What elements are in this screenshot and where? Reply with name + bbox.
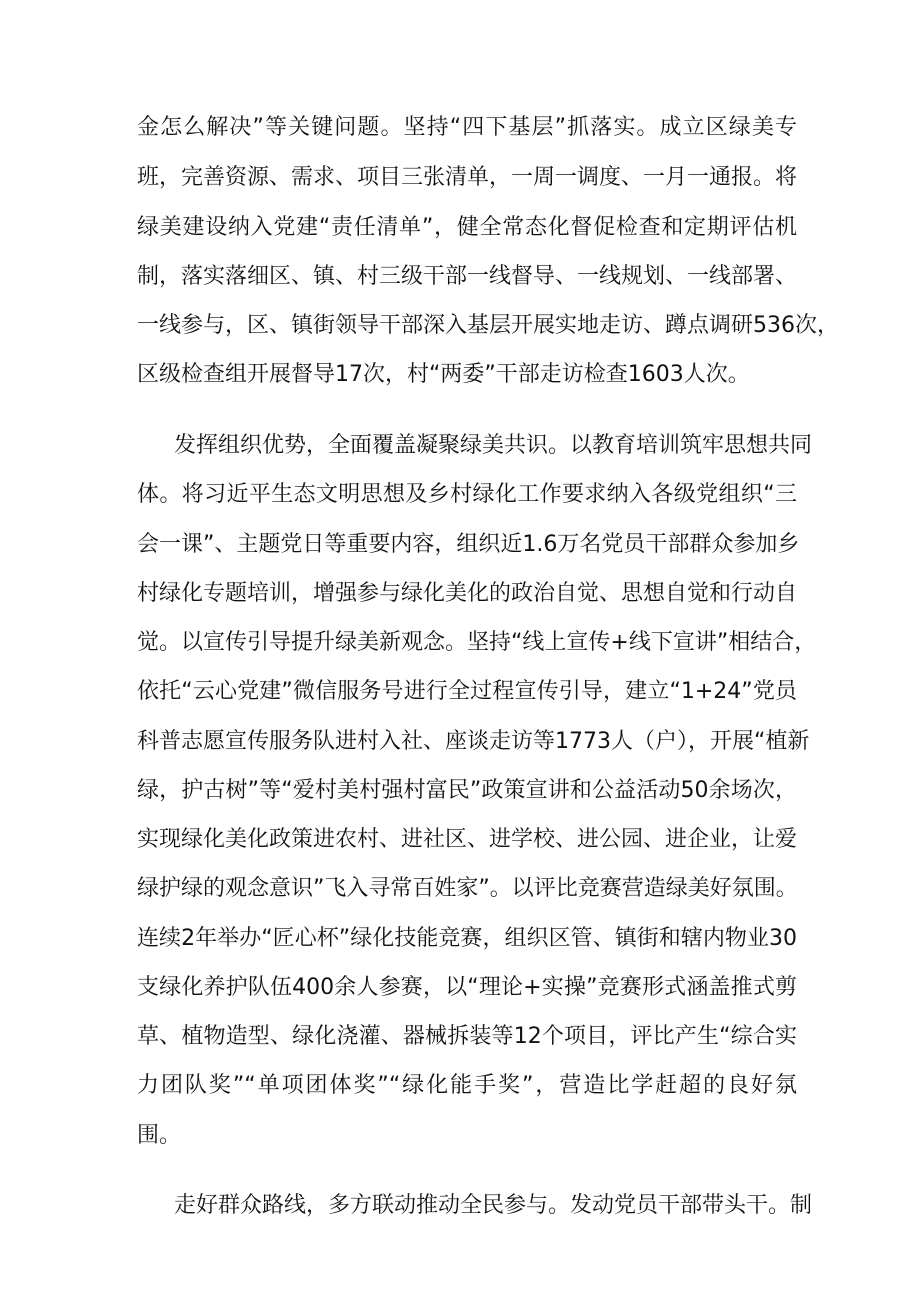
text-line: 草、植物造型、绿化浇灌、器械拆装等12个项目，评比产生“综合实 (137, 1024, 797, 1049)
text-line: 连续2年举办“匠心杯”绿化技能竞赛，组织区管、镇街和辖内物业30 (137, 926, 797, 951)
text-line: 发挥组织优势，全面覆盖凝聚绿美共识。以教育培训筑牢思想共同 (174, 433, 813, 458)
text-line: 金怎么解决”等关键问题。坚持“四下基层”抓落实。成立区绿美专 (137, 115, 797, 140)
text-line: 绿护绿的观念意识”飞入寻常百姓家”。以评比竞赛营造绿美好氛围。 (137, 876, 798, 901)
text-line: 觉。以宣传引导提升绿美新观念。坚持“线上宣传+线下宣讲”相结合， (137, 630, 817, 655)
text-line: 科普志愿宣传服务队进村入社、座谈走访等1773人（户），开展“植新 (137, 729, 810, 754)
text-line: 实现绿化美化政策进农村、进社区、进学校、进公园、进企业，让爱 (137, 827, 798, 852)
text-line: 支绿化养护队伍400余人参赛，以“理论+实操”竞赛形式涵盖推式剪 (137, 975, 797, 1000)
text-line: 体。将习近平生态文明思想及乡村绿化工作要求纳入各级党组织“三 (137, 482, 797, 507)
text-line: 力团队奖”“单项团体奖”“绿化能手奖”，营造比学赶超的良好氛 (137, 1073, 797, 1098)
text-line: 绿美建设纳入党建“责任清单”，健全常态化督促检查和定期评估机 (137, 215, 797, 240)
text-line: 班，完善资源、需求、项目三张清单，一周一调度、一月一通报。将 (137, 165, 798, 190)
text-line: 区级检查组开展督导17次，村“两委”干部走访检查1603人次。 (137, 362, 750, 387)
text-line: 走好群众路线，多方联动推动全民参与。发动党员干部带头干。制 (174, 1193, 813, 1218)
text-line: 围。 (137, 1123, 182, 1148)
text-line: 会一课”、主题党日等重要内容，组织近1.6万名党员干部群众参加乡 (137, 532, 800, 557)
text-line: 依托“云心党建”微信服务号进行全过程宣传引导，建立“1+24”党员 (137, 679, 797, 704)
text-line: 制，落实落细区、镇、村三级干部一线督导、一线规划、一线部署、 (137, 264, 798, 289)
text-line: 村绿化专题培训，增强参与绿化美化的政治自觉、思想自觉和行动自 (137, 581, 798, 606)
text-line: 绿，护古树”等“爱村美村强村富民”政策宣讲和公益活动50余场次， (137, 778, 797, 803)
text-line: 一线参与，区、镇街领导干部深入基层开展实地走访、蹲点调研536次， (137, 313, 839, 338)
